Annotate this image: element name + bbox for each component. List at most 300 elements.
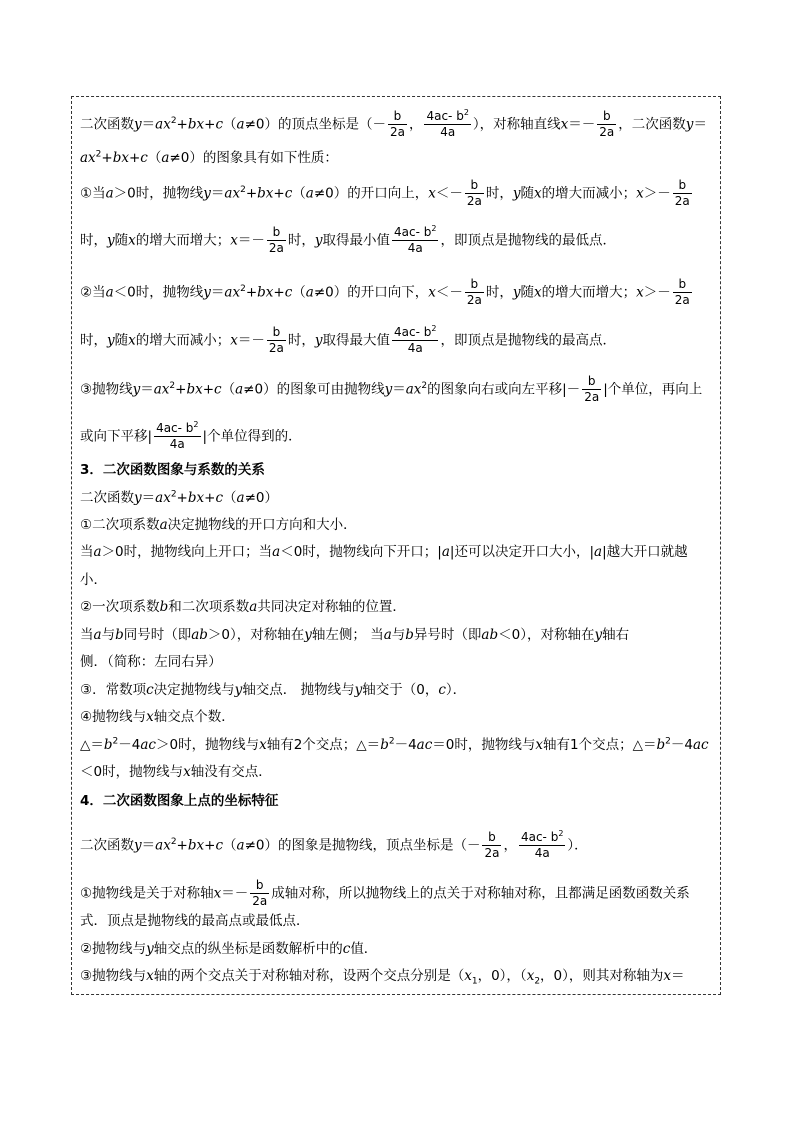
var: a (305, 185, 314, 202)
var: a (383, 627, 392, 643)
var: a (159, 517, 168, 533)
heading-text: 4．二次函数图象上点的坐标特征 (80, 793, 279, 809)
text: 轴交点． 抛物线与 (242, 682, 355, 698)
fraction (388, 109, 407, 140)
text: 共同决定对称轴的位置． (257, 599, 406, 615)
fraction (154, 421, 200, 452)
text: 轴左侧； 当 (311, 627, 384, 643)
var: ax (224, 284, 241, 301)
fraction (267, 225, 286, 256)
text: ＝－ (221, 885, 249, 902)
text: 当 (80, 627, 94, 643)
var: y (134, 837, 142, 854)
text: ＞0时，抛物线向上开口；当 (101, 544, 273, 560)
text: + (204, 490, 216, 506)
text: + (128, 150, 141, 166)
var: ax (153, 381, 170, 398)
text: ③．常数项 (80, 682, 147, 698)
var: ac (416, 737, 433, 753)
var: x (428, 185, 436, 202)
text: + (273, 185, 285, 202)
text: （ (147, 150, 162, 166)
text: 式．顶点是抛物线的最高点或最低点． (80, 913, 310, 929)
exponent: 2 (431, 224, 437, 233)
fraction (673, 277, 692, 308)
text: + (202, 381, 215, 398)
text: 时， (80, 232, 107, 249)
var: ax (224, 185, 241, 202)
text: 侧．（简称：左同右异） (80, 654, 222, 670)
text: 二次函数 (80, 116, 134, 133)
text: （ (223, 490, 237, 506)
text: + (273, 284, 285, 301)
text: 取得最小值 (322, 232, 391, 249)
text: 4ac- b (426, 109, 464, 123)
var: a (105, 284, 114, 301)
exponent: 2 (388, 736, 395, 747)
var: b (115, 627, 124, 643)
text: （ (221, 381, 236, 398)
denominator: 2a (674, 194, 690, 208)
numerator (392, 325, 438, 341)
text: ≠0）的开口向上， (313, 185, 429, 202)
fraction (465, 178, 484, 209)
var: bx (187, 490, 205, 506)
text: －4 (394, 737, 417, 753)
var: a (236, 490, 245, 506)
text: ＜0时，抛物线与 (80, 764, 184, 780)
text: 当 (80, 544, 94, 560)
text: ＞－ (643, 185, 671, 202)
var: x (128, 332, 136, 349)
var: x (663, 968, 672, 984)
text: 决定抛物线的开口方向和大小． (167, 517, 357, 533)
text: 时， (287, 232, 315, 249)
var: a (305, 284, 314, 301)
text: 轴交点个数． (153, 709, 235, 725)
var: a (236, 837, 245, 854)
text: 的增大而减小； (541, 185, 637, 202)
numerator: b (267, 225, 286, 241)
text: 的增大而减小； (135, 332, 231, 349)
text: |个单位得到的． (202, 428, 302, 445)
var: ab (481, 627, 499, 643)
var: x (636, 185, 644, 202)
text: 轴交于（0， (362, 682, 439, 698)
text: ＝－ (237, 332, 265, 349)
fraction (597, 109, 616, 140)
text: |还可以决定开口大小，| (449, 544, 595, 560)
text: ③抛物线 (80, 381, 133, 398)
text: ≠0） (244, 490, 278, 506)
exponent: 2 (193, 420, 199, 429)
text: ＞0时，抛物线 (113, 185, 204, 202)
text: 成轴对称，所以抛物线上的点关于对称轴对称，且都满足函数函数关系 (271, 885, 690, 902)
text: ， (408, 116, 423, 133)
text: 的图象向右或向左平移|－ (427, 381, 581, 398)
var: y (354, 682, 363, 698)
var: c (342, 941, 351, 957)
text: + (245, 284, 258, 301)
subscript: 2 (534, 976, 541, 987)
var: ax (155, 116, 171, 133)
text: ≠0）的图象可由抛物线 (243, 381, 385, 398)
var: bx (257, 284, 274, 301)
var: x (526, 968, 535, 984)
var: c (215, 490, 223, 506)
text: △＝ (80, 737, 104, 753)
var: y (203, 284, 211, 301)
var: y (314, 232, 323, 249)
denominator: 2a (599, 125, 615, 139)
text: + (176, 837, 188, 854)
var: ab (191, 627, 208, 643)
fraction (519, 830, 565, 861)
fraction (582, 374, 601, 405)
var: a (236, 116, 245, 133)
var: a (441, 544, 450, 560)
text: 轴右 (602, 627, 630, 643)
var: bx (187, 837, 205, 854)
text: 随 (520, 185, 534, 202)
text: + (175, 381, 187, 398)
denominator: 2a (268, 241, 284, 255)
denominator: 4a (440, 125, 456, 139)
denominator: 2a (389, 125, 405, 139)
text: ②一次项系数 (80, 599, 160, 615)
text-line (80, 763, 272, 781)
text: + (176, 490, 188, 506)
text-line (80, 626, 629, 644)
var: a (93, 627, 102, 643)
text: 轴没有交点． (190, 764, 272, 780)
var: c (140, 150, 148, 166)
text: ＝ (693, 116, 707, 133)
var: a (594, 544, 603, 560)
text: ＜0），对称轴在 (498, 627, 595, 643)
var: x (230, 332, 238, 349)
text: －4 (118, 737, 141, 753)
exponent: 2 (421, 381, 428, 391)
numerator: b (597, 109, 616, 125)
var: ax (80, 150, 96, 166)
denominator: 2a (466, 293, 482, 307)
var: c (146, 682, 154, 698)
text-line (80, 912, 310, 930)
var: y (146, 941, 154, 957)
var: x (259, 737, 267, 753)
var: y (512, 185, 521, 202)
text: 值． (350, 941, 378, 957)
numerator (519, 830, 565, 846)
text: 同号时（即 (123, 627, 192, 643)
text: ＝ (140, 381, 154, 398)
fraction (267, 325, 286, 356)
text: ≠0）的图象具有如下性质： (169, 150, 338, 166)
text: ，0），则其对称轴为 (540, 968, 664, 984)
var: a (249, 599, 258, 615)
var: x (146, 968, 154, 984)
var: b (656, 737, 666, 753)
text: 异号时（即 (413, 627, 482, 643)
var: x (128, 232, 136, 249)
text: ④抛物线与 (80, 709, 147, 725)
section-heading-3 (80, 461, 265, 479)
var: x (183, 764, 191, 780)
numerator: b (582, 374, 601, 390)
denominator: 2a (674, 293, 690, 307)
var: x (213, 885, 222, 902)
text: ）． (567, 837, 588, 854)
numerator: b (388, 109, 407, 125)
text: 4ac- b (394, 225, 432, 239)
text: + (101, 150, 113, 166)
text: ③抛物线与 (80, 968, 147, 984)
text-line (80, 571, 107, 589)
text-line-vertex-coordinates (80, 109, 707, 140)
text-line (80, 516, 357, 534)
numerator: b (673, 178, 692, 194)
denominator: 4a (407, 341, 423, 355)
exponent: 2 (431, 324, 437, 333)
var: y (685, 116, 694, 133)
text-line-discriminant (80, 736, 709, 754)
text: ，二次函数 (618, 116, 686, 133)
numerator: b (465, 178, 484, 194)
text: ≠0）的顶点坐标是（－ (244, 116, 386, 133)
text: 随 (520, 284, 534, 301)
var: x (230, 232, 238, 249)
text: 4ac- b (520, 830, 559, 844)
text: ＞－ (643, 284, 671, 301)
var: y (132, 381, 141, 398)
text: ＞0），对称轴在 (207, 627, 305, 643)
text: ①二次项系数 (80, 517, 160, 533)
var: c (215, 116, 223, 133)
text: ①抛物线是关于对称轴 (80, 885, 214, 902)
text: 与 (391, 627, 406, 643)
denominator: 2a (484, 846, 500, 860)
text: （ (223, 116, 237, 133)
text-line (80, 489, 278, 507)
text: |个单位，再向上 (603, 381, 703, 398)
var: y (314, 332, 323, 349)
text: ①当 (80, 185, 106, 202)
numerator: b (250, 878, 269, 894)
exponent: 2 (665, 736, 671, 747)
var: y (384, 381, 393, 398)
denominator: 4a (534, 846, 550, 860)
text: ＜－ (435, 185, 463, 202)
text: ②抛物线与 (80, 941, 147, 957)
text: ），对称轴直线 (472, 116, 561, 133)
text-line (80, 681, 466, 699)
var: ac (692, 737, 709, 753)
var: y (107, 332, 115, 349)
text-line (80, 225, 616, 256)
text-line (80, 598, 406, 616)
text: 轴的两个交点关于对称轴对称，设两个交点分别是（ (153, 968, 465, 984)
exponent: 2 (169, 381, 176, 391)
var: b (380, 737, 389, 753)
text: （ (292, 284, 306, 301)
text: ）． (445, 682, 467, 698)
var: a (105, 185, 114, 202)
exponent: 2 (95, 149, 102, 160)
text: （ (292, 185, 306, 202)
fraction (392, 225, 438, 256)
text: ＝ (141, 490, 156, 506)
text-line (80, 653, 222, 671)
text: + (245, 185, 258, 202)
text-line (80, 830, 588, 861)
var: y (304, 627, 312, 643)
var: a (93, 544, 102, 560)
denominator: 4a (169, 437, 185, 451)
text: 二次函数 (80, 490, 134, 506)
var: bx (257, 185, 274, 202)
numerator: b (482, 830, 501, 846)
text-line-property-2 (80, 277, 694, 308)
text: ＝－ (237, 232, 265, 249)
text-line (80, 149, 338, 167)
denominator: 2a (268, 341, 284, 355)
var: b (159, 599, 169, 615)
text-line-property-3 (80, 374, 702, 405)
var: x (636, 284, 644, 301)
var: x (534, 284, 542, 301)
text: 随 (114, 232, 129, 249)
text: ②当 (80, 284, 106, 301)
text: 决定抛物线与 (153, 682, 235, 698)
exponent: 2 (112, 736, 119, 747)
var: y (203, 185, 211, 202)
var: y (107, 232, 115, 249)
text: 轴有1个交点；△＝ (543, 737, 657, 753)
text: －4 (670, 737, 693, 753)
denominator: 2a (466, 194, 482, 208)
text: ＝ (392, 381, 406, 398)
text: ，0），（ (477, 968, 527, 984)
text: ＜0时，抛物线向下开口；| (280, 544, 442, 560)
text: ＝ (671, 968, 685, 984)
numerator (154, 421, 200, 437)
text: ，即顶点是抛物线的最低点． (440, 232, 616, 249)
exponent: 2 (463, 108, 469, 117)
var: c (438, 682, 446, 698)
var: y (512, 284, 521, 301)
numerator (424, 109, 470, 125)
text-line (80, 940, 377, 958)
denominator: 2a (584, 390, 600, 404)
text-line (80, 878, 690, 909)
denominator: 2a (252, 894, 268, 908)
text-line (80, 543, 688, 561)
fraction (482, 830, 501, 861)
text: ＝0时，抛物线与 (432, 737, 536, 753)
text-line (80, 967, 685, 985)
text: 小． (80, 572, 107, 588)
var: y (594, 627, 603, 643)
text: 时， (287, 332, 315, 349)
denominator: 4a (407, 241, 423, 255)
exponent: 2 (558, 829, 564, 838)
text: ＝ (210, 284, 225, 301)
var: ax (155, 837, 171, 854)
text: （ (223, 837, 237, 854)
text: 时， (80, 332, 107, 349)
var: a (272, 544, 281, 560)
var: x (146, 709, 154, 725)
var: y (134, 490, 142, 506)
numerator (392, 225, 438, 241)
var: y (234, 682, 243, 698)
heading-text: 3．二次函数图象与系数的关系 (80, 462, 265, 478)
text: 取得最大值 (322, 332, 391, 349)
text-line-property-1 (80, 178, 694, 209)
var: x (560, 116, 569, 133)
var: bx (112, 150, 129, 166)
text: + (176, 116, 188, 133)
var: c (214, 381, 222, 398)
fraction (465, 277, 484, 308)
section-heading-4 (80, 792, 278, 810)
text: 二次函数 (80, 837, 134, 854)
text: 与 (101, 627, 116, 643)
var: b (103, 737, 113, 753)
exponent: 2 (170, 116, 177, 126)
exponent: 2 (170, 837, 177, 847)
text: 4ac- b (156, 421, 194, 435)
text: 时， (485, 284, 513, 301)
text: + (204, 116, 216, 133)
text: ≠0）的开口向下， (313, 284, 429, 301)
text: 随 (114, 332, 129, 349)
numerator: b (267, 325, 286, 341)
text: 和二次项系数 (168, 599, 250, 615)
var: ac (140, 737, 156, 753)
numerator: b (673, 277, 692, 293)
text: 时， (485, 185, 513, 202)
text: ＞0时，抛物线与 (155, 737, 260, 753)
text: ＝ (141, 837, 156, 854)
fraction (673, 178, 692, 209)
text: 4ac- b (394, 325, 432, 339)
text: 轴有2个交点；△＝ (266, 737, 381, 753)
text: 的增大而增大； (135, 232, 231, 249)
text: ＜0时，抛物线 (113, 284, 204, 301)
text: ＜－ (435, 284, 463, 301)
numerator: b (465, 277, 484, 293)
var: ax (405, 381, 422, 398)
var: a (161, 150, 170, 166)
var: x (464, 968, 472, 984)
text: |越大开口就越 (602, 544, 688, 560)
exponent: 2 (240, 284, 246, 294)
var: a (235, 381, 244, 398)
exponent: 2 (240, 185, 246, 195)
text: 的增大而增大； (541, 284, 637, 301)
var: c (284, 185, 293, 202)
fraction (424, 109, 470, 140)
var: x (428, 284, 436, 301)
var: y (134, 116, 142, 133)
text: ＝－ (568, 116, 596, 133)
exponent: 2 (170, 489, 177, 500)
var: x (534, 185, 542, 202)
subscript: 1 (471, 976, 478, 987)
var: ax (155, 490, 171, 506)
